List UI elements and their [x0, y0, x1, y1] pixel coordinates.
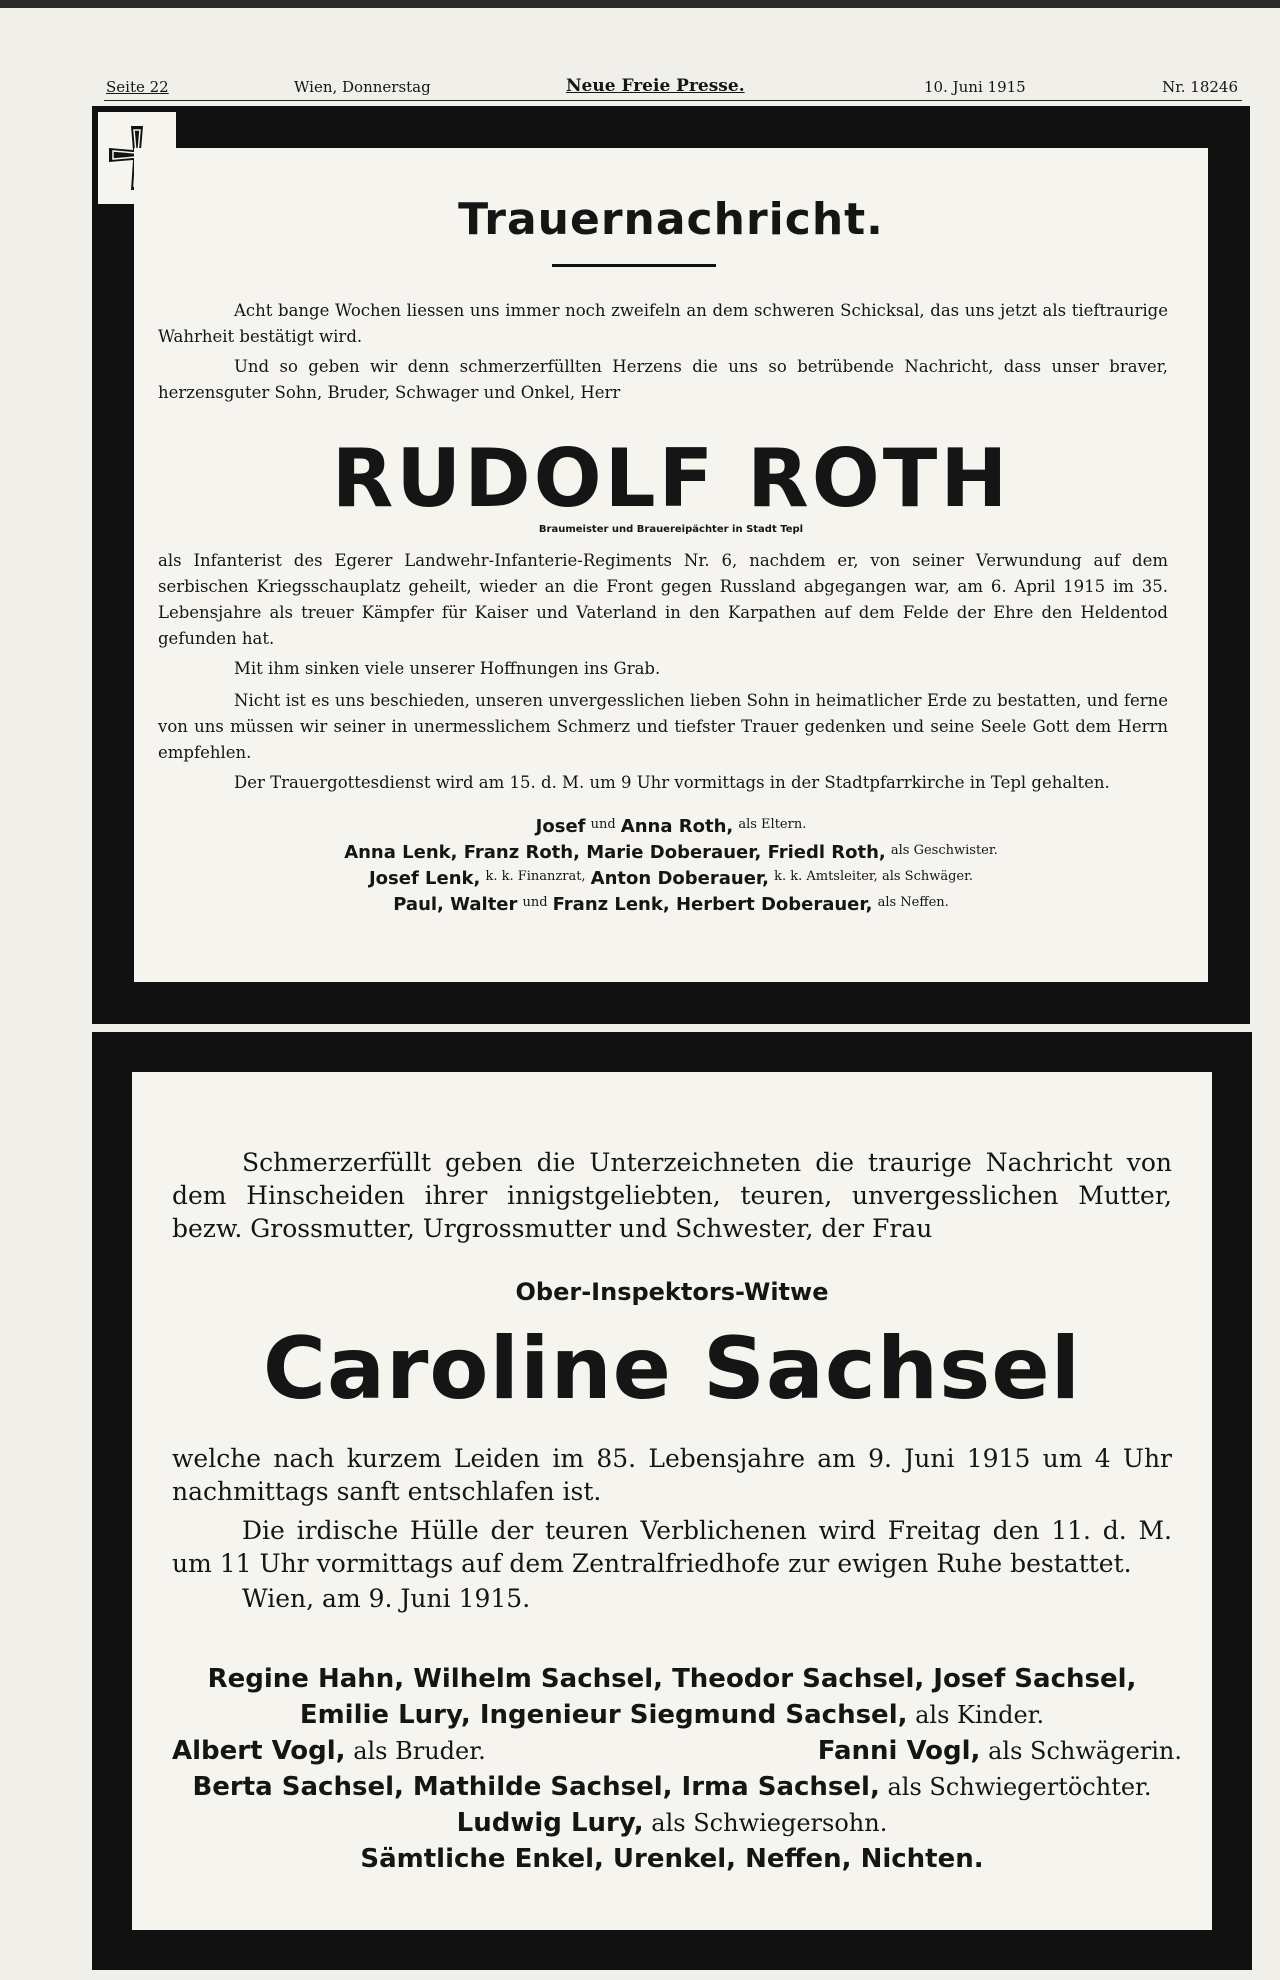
conjunction: und — [590, 817, 616, 832]
relation: als Geschwister. — [890, 843, 998, 858]
relation: als Schwiegertöchter. — [887, 1773, 1152, 1801]
signer-name: Regine Hahn, Wilhelm Sachsel, Theodor Sachsel, Josef Sachsel, — [207, 1664, 1137, 1694]
paragraph: Nicht ist es uns beschieden, unseren unvergesslichen lieben Sohn in heimatlicher Erde zu bestatten, und ferne von uns müssen wir seiner in unermesslichem Schmerz und tiefster Trauer gedenken und seine Seele Gott dem Herrn empfehlen. — [158, 691, 1168, 762]
conjunction: und — [522, 895, 548, 910]
deceased-name: Caroline Sachsel — [262, 1319, 1082, 1419]
signer-name: Josef Lenk, — [368, 868, 481, 889]
signer-name: Anna Roth, — [620, 816, 734, 837]
notice-body — [132, 1072, 1212, 1930]
relation: als Eltern. — [738, 817, 807, 832]
place-and-day: Wien, Donnerstag — [294, 78, 431, 96]
page-number: Seite 22 — [106, 78, 169, 96]
paragraph: Der Trauergottesdienst wird am 15. d. M. um 9 Uhr vormittags in der Stadtpfarrkirche in Tepl gehalten. — [234, 773, 1110, 792]
signature-line — [134, 816, 1208, 837]
newspaper-title: Neue Freie Presse. — [566, 76, 745, 96]
signature-line — [132, 1844, 1212, 1874]
signature-line — [132, 1664, 1212, 1694]
signer-name: Anna Lenk, Franz Roth, Marie Doberauer, Friedl Roth, — [344, 842, 886, 863]
relation: als Schwägerin. — [988, 1737, 1182, 1765]
relation: als Schwiegersohn. — [651, 1809, 888, 1837]
signature-line — [134, 894, 1208, 915]
notice-title: Trauernachricht. — [458, 194, 884, 245]
signer-name: Anton Doberauer, — [590, 868, 769, 889]
paragraph: Die irdische Hülle der teuren Verblichenen wird Freitag den 11. d. M. um 11 Uhr vormittags auf dem Zentralfriedhofe zur ewigen Ruhe bestattet. — [172, 1516, 1172, 1578]
signer-name: Berta Sachsel, Mathilde Sachsel, Irma Sachsel, — [192, 1772, 880, 1802]
signer-name: Emilie Lury, Ingenieur Siegmund Sachsel, — [299, 1700, 908, 1730]
relation: k. k. Amtsleiter, als Schwäger. — [774, 869, 974, 884]
signature-line — [132, 1772, 1212, 1802]
relation: als Bruder. — [353, 1737, 486, 1765]
title: k. k. Finanzrat, — [485, 869, 586, 884]
signer-name: Fanni Vogl, — [817, 1736, 981, 1766]
signer-name: Albert Vogl, — [172, 1736, 346, 1766]
obituary-roth — [92, 106, 1250, 1024]
date-line: Wien, am 9. Juni 1915. — [242, 1584, 531, 1613]
relation: als Kinder. — [915, 1701, 1045, 1729]
relation: als Neffen. — [877, 895, 949, 910]
signer-name: Franz Lenk, Herbert Doberauer, — [552, 894, 873, 915]
deceased-title: Ober-Inspektors-Witwe — [515, 1278, 829, 1306]
obituary-sachsel — [92, 1032, 1252, 1970]
signer-name: Ludwig Lury, — [456, 1808, 644, 1838]
signer-name: Josef — [535, 816, 586, 837]
signer-name: Sämtliche Enkel, Urenkel, Neffen, Nichten. — [360, 1844, 984, 1874]
paragraph: Und so geben wir denn schmerzerfüllten Herzens die uns so betrübende Nachricht, dass unser braver, herzensguter Sohn, Bruder, Schwager und Onkel, Herr — [158, 357, 1168, 402]
title-rule — [552, 264, 716, 267]
signature-line — [132, 1700, 1212, 1730]
paragraph: Schmerzerfüllt geben die Unterzeichneten die traurige Nachricht von dem Hinscheiden ihrer innigstgeliebten, teuren, unvergesslichen Mutter, bezw. Grossmutter, Urgrossmutter und Schwester, der Frau — [172, 1148, 1172, 1243]
deceased-occupation: Braumeister und Brauereipächter in Stadt Tepl — [538, 524, 804, 535]
page-header — [104, 74, 1242, 101]
paragraph: Mit ihm sinken viele unserer Hoffnungen ins Grab. — [234, 659, 661, 678]
issue-number: Nr. 18246 — [1162, 78, 1238, 96]
paragraph: welche nach kurzem Leiden im 85. Lebensjahre am 9. Juni 1915 um 4 Uhr nachmittags sanft entschlafen ist. — [172, 1444, 1172, 1506]
deceased-name: RUDOLF ROTH — [331, 432, 1011, 525]
signature-line — [134, 868, 1208, 889]
notice-body — [134, 148, 1208, 982]
page-top-edge — [0, 0, 1280, 8]
paragraph: als Infanterist des Egerer Landwehr-Infanterie-Regiments Nr. 6, nachdem er, von seiner Verwundung auf dem serbischen Kriegsschauplatz geheilt, wieder an die Front gegen Russland abgegangen war, am 6. April 1915 im 35. Lebensjahre als treuer Kämpfer für Kaiser und Vaterland in den Karpathen auf dem Felde der Ehre den Heldentod gefunden hat. — [158, 551, 1168, 648]
issue-date: 10. Juni 1915 — [924, 78, 1026, 96]
signer-name: Paul, Walter — [393, 894, 518, 915]
signature-line — [132, 1808, 1212, 1838]
paragraph: Acht bange Wochen liessen uns immer noch zweifeln an dem schweren Schicksal, das uns jetzt als tieftraurige Wahrheit bestätigt wird. — [158, 301, 1168, 346]
signature-line — [134, 842, 1208, 863]
